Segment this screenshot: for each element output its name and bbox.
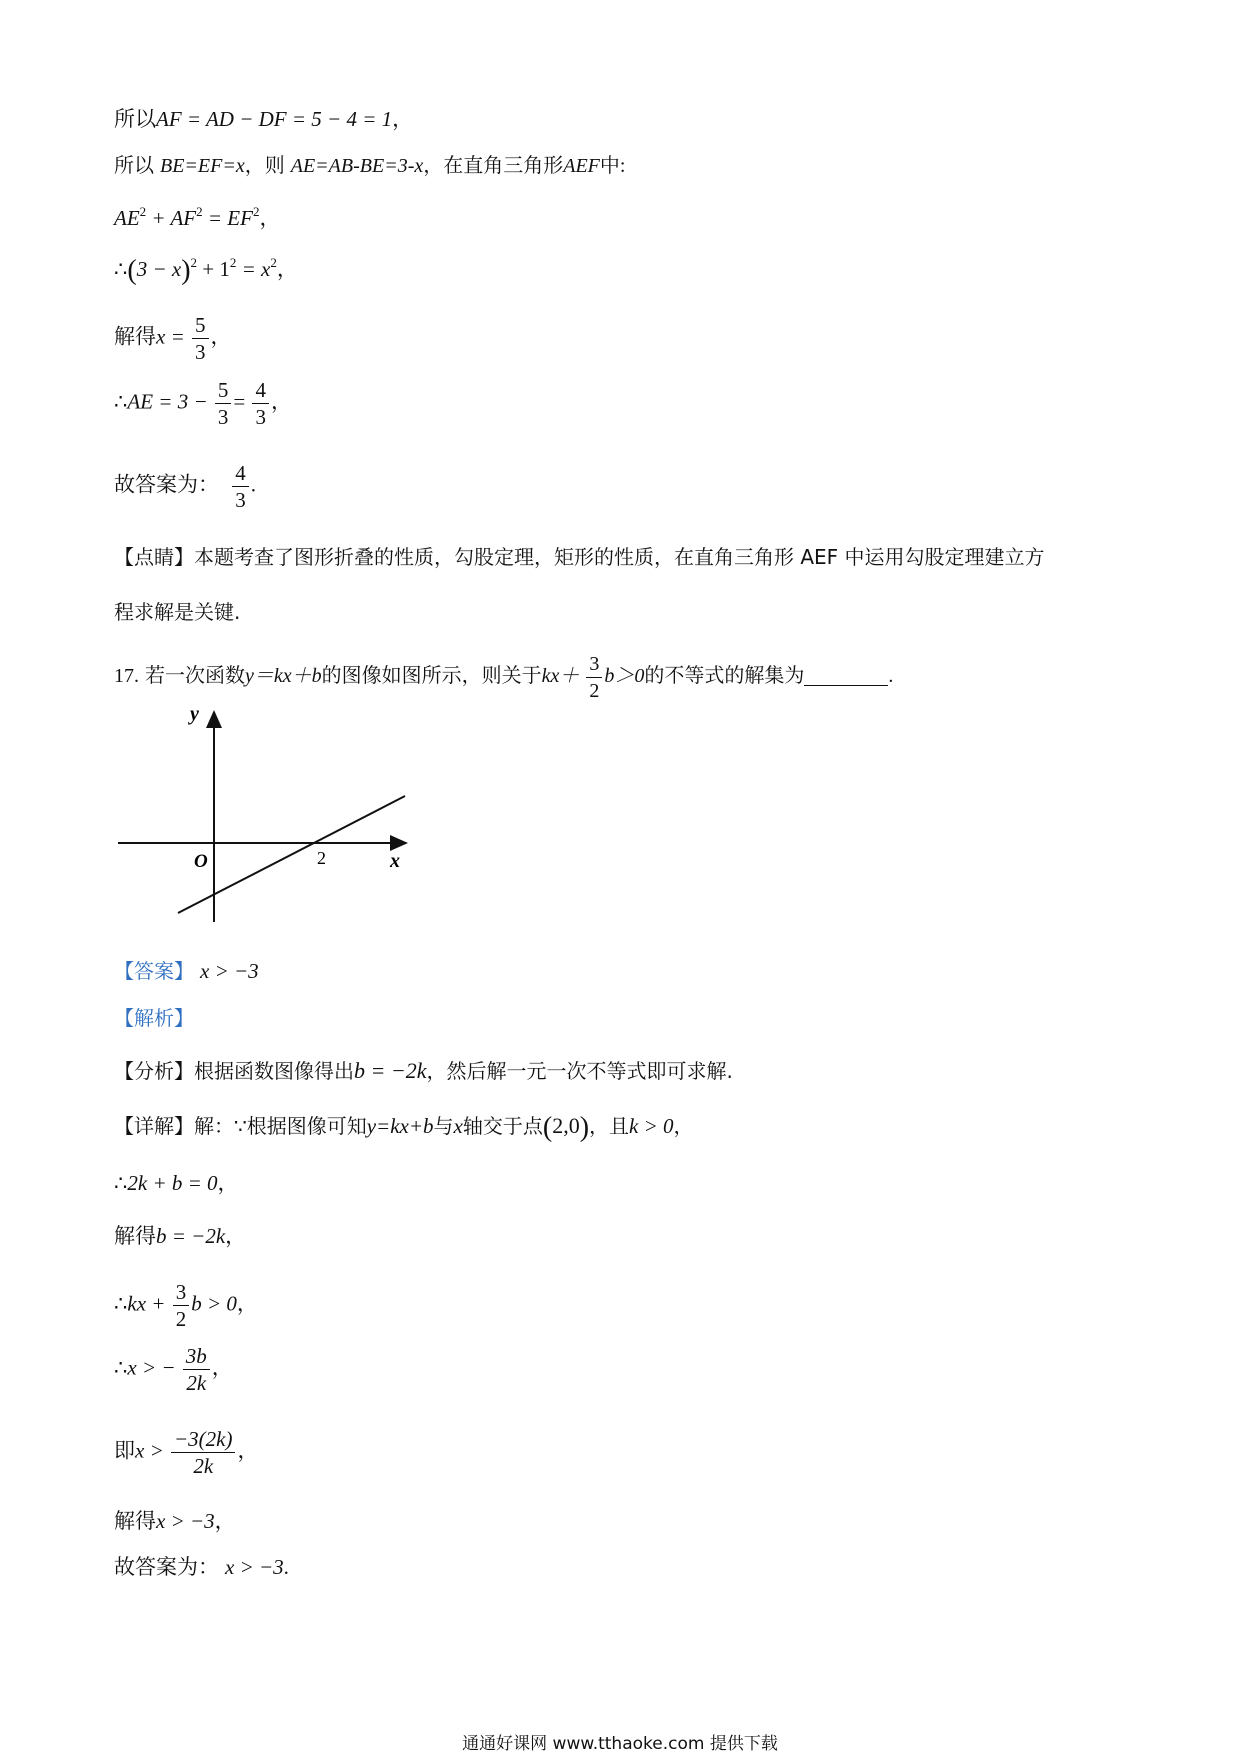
exponent: 2	[139, 204, 147, 219]
text-suffix: ，	[236, 1291, 258, 1316]
answer-blank	[804, 663, 888, 686]
text-prefix: 所以	[114, 107, 156, 131]
exponent: 2	[190, 255, 198, 270]
variable: x	[453, 1114, 463, 1138]
numerator: 5	[215, 377, 232, 404]
origin-label: O	[194, 851, 208, 872]
fraction	[586, 651, 602, 704]
text-prefix: 即	[114, 1438, 135, 1463]
function-expression: y＝kx＋b	[245, 665, 322, 688]
text-prefix: 解得	[114, 324, 156, 349]
x-axis-label: x	[390, 850, 400, 872]
expression: kx +	[127, 1291, 166, 1316]
text: ，然后解一元一次不等式即可求解.	[426, 1059, 733, 1083]
denominator: 3	[217, 405, 229, 429]
equation: AE = 3 −	[127, 389, 208, 414]
text-suffix: ，	[259, 206, 281, 230]
text-prefix: 故答案为：	[114, 472, 219, 497]
solve-x-line	[114, 312, 232, 365]
function-expression: y=kx+b	[366, 1114, 434, 1138]
answer-value: x > −3	[200, 959, 259, 983]
page-footer: 通通好课网 www.tthaoke.com 提供下载	[462, 1734, 778, 1754]
expression: b > 0	[191, 1291, 237, 1316]
text-suffix: ，	[270, 389, 292, 414]
expression: kx＋	[541, 665, 580, 688]
substituted-equation: ∴(3 − $x)^2 + 1^2 = x^2$，	[114, 255, 298, 286]
denominator: 2k	[186, 1371, 207, 1395]
x-intercept-label: 2	[317, 848, 326, 868]
therefore-symbol: ∴	[114, 1355, 128, 1380]
xiangjie-line: 【详解】解：∵根据图像可知y=kx+b与x轴交于点(2,0)，且k > 0，	[114, 1112, 694, 1143]
term: 3 − x	[136, 257, 182, 281]
text-suffix: ，	[225, 1224, 247, 1248]
final-answer-line	[114, 460, 256, 513]
y-axis-label: y	[190, 703, 199, 725]
text-suffix: ，	[392, 107, 414, 131]
step-4	[114, 1343, 233, 1396]
therefore-symbol: ∴	[114, 389, 128, 414]
expression: x >	[135, 1438, 164, 1463]
text: ，在直角三角形	[423, 155, 564, 177]
fraction	[232, 460, 249, 513]
text: .	[888, 665, 894, 688]
expression: x > −	[127, 1355, 176, 1380]
solution-line-af	[114, 103, 413, 135]
text-prefix: 解得	[114, 1509, 156, 1533]
numerator: 5	[192, 312, 209, 339]
denominator: 2	[175, 1307, 187, 1331]
fraction	[173, 1279, 190, 1332]
numerator: 4	[232, 460, 249, 487]
text: 【分析】根据函数图像得出	[114, 1059, 354, 1083]
exponent: 2	[196, 204, 203, 219]
therefore-symbol: ∴	[114, 1291, 128, 1316]
fraction	[183, 1343, 210, 1396]
fraction	[192, 312, 209, 365]
text-prefix: 解得	[114, 1224, 156, 1248]
step-5	[114, 1426, 258, 1479]
denominator: 3	[255, 405, 266, 429]
condition: k > 0	[629, 1114, 674, 1138]
pythagorean-equation	[114, 202, 280, 234]
fraction	[171, 1426, 235, 1479]
equals-sign: =	[233, 389, 246, 414]
function-line	[178, 796, 405, 913]
text-suffix: ，	[214, 1509, 236, 1533]
term: + AF	[146, 206, 197, 230]
text-suffix: ，	[237, 1438, 259, 1463]
term: = x	[236, 257, 271, 281]
exponent: 2	[229, 255, 237, 270]
text: 所以	[114, 155, 154, 177]
numerator: −3(2k)	[171, 1426, 235, 1453]
step-7	[114, 1551, 289, 1583]
text-suffix: ，	[276, 257, 298, 281]
therefore-symbol: ∴	[114, 257, 128, 281]
triangle-name: AEF	[563, 155, 600, 177]
question-number: 17.	[114, 665, 139, 688]
denominator: 2	[589, 680, 600, 702]
term: AE	[114, 206, 140, 230]
text: 中:	[599, 155, 626, 177]
text: 的图像如图所示，则关于	[321, 665, 542, 688]
equation: 2k + b = 0	[127, 1171, 218, 1195]
point-coordinates: 2,0	[552, 1113, 580, 1138]
numerator: 3	[586, 651, 602, 678]
text: ，且	[589, 1114, 630, 1138]
equation: b = −2k	[354, 1058, 427, 1083]
term: + 1	[197, 257, 230, 281]
equation: b = −2k	[156, 1224, 226, 1248]
line-graph	[112, 700, 412, 930]
expression: x > −3	[225, 1555, 284, 1579]
fraction	[252, 377, 269, 430]
numerator: 4	[252, 377, 269, 404]
text-suffix: ，	[210, 324, 232, 349]
equation-ae: AE=AB-BE=3-x	[290, 155, 424, 177]
jiexi-label: 【解析】	[114, 1006, 194, 1030]
text: 的不等式的解集为	[644, 665, 805, 688]
text-suffix: .	[283, 1555, 289, 1579]
equation-af: AF = AD − DF = 5 − 4 = 1	[156, 107, 393, 131]
variable: x =	[156, 324, 185, 349]
text-suffix: ，	[217, 1171, 239, 1195]
step-3	[114, 1279, 258, 1332]
denominator: 2k	[193, 1454, 214, 1478]
text-suffix: .	[250, 472, 256, 497]
exponent: 2	[270, 255, 277, 270]
solution-line-be	[114, 150, 625, 182]
step-2	[114, 1220, 246, 1252]
dianjing-line-1: 【点睛】本题考查了图形折叠的性质，勾股定理，矩形的性质，在直角三角形 AEF 中运用勾股定理建立方	[114, 545, 1045, 569]
text: ，则	[244, 155, 285, 177]
step-1	[114, 1167, 239, 1199]
equation-be: BE=EF=x	[160, 155, 245, 177]
numerator: 3b	[183, 1343, 210, 1370]
answer-label: 【答案】	[114, 959, 194, 983]
dianjing-line-2: 程求解是关键.	[114, 600, 241, 624]
therefore-symbol: ∴	[114, 1171, 128, 1195]
step-6	[114, 1505, 236, 1537]
fenxi-line	[114, 1055, 733, 1087]
expression: x > −3	[156, 1509, 215, 1533]
answer-line	[114, 955, 259, 987]
numerator: 3	[173, 1279, 190, 1306]
expression: b＞0	[604, 665, 645, 688]
text-suffix: ，	[211, 1355, 233, 1380]
denominator: 3	[195, 340, 206, 364]
text-prefix: 故答案为：	[114, 1555, 219, 1579]
text: 与	[433, 1114, 454, 1138]
fraction	[215, 377, 232, 430]
ae-result-line	[114, 377, 292, 430]
term: = EF	[202, 206, 253, 230]
exponent: 2	[252, 204, 260, 219]
question-17	[114, 651, 893, 704]
text: 轴交于点	[462, 1114, 543, 1138]
text: ，	[673, 1114, 694, 1138]
text: 【详解】解：∵根据图像可知	[114, 1114, 367, 1138]
denominator: 3	[235, 488, 246, 512]
text: 若一次函数	[145, 665, 245, 688]
